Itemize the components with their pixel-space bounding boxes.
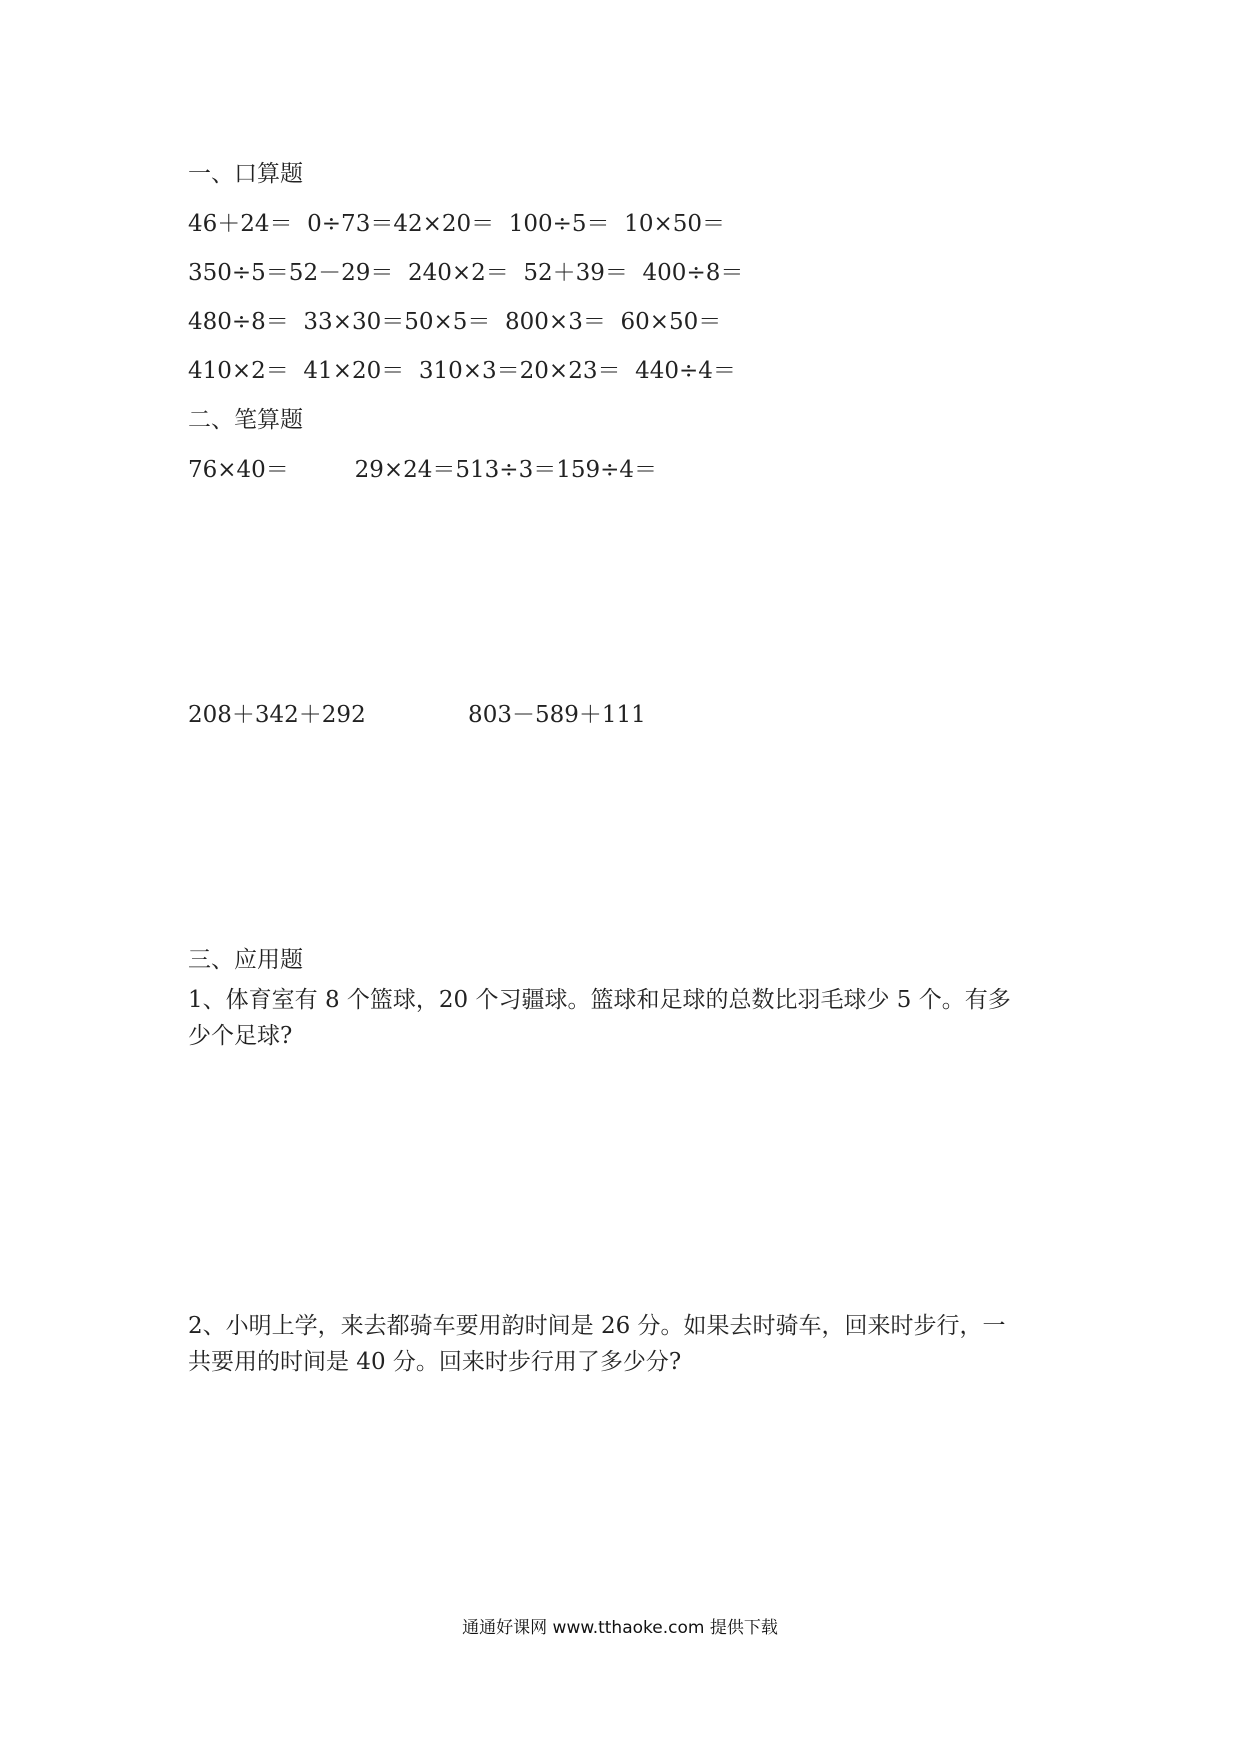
- question-2-line-1: 2、小明上学，来去都骑车要用韵时间是 26 分。如果去时骑车，回来时步行，一: [188, 1313, 1006, 1339]
- question-2-line-2: 共要用的时间是 40 分。回来时步行用了多少分?: [188, 1349, 682, 1375]
- question-1-line-1: 1、体育室有 8 个篮球，20 个习疆球。篮球和足球的总数比羽毛球少 5 个。有多: [188, 987, 1011, 1013]
- oral-row-4: 410×2＝ 41×20＝ 310×3＝20×23＝ 440÷4＝: [188, 358, 736, 384]
- oral-row-2: 350÷5＝52－29＝ 240×2＝ 52＋39＝ 400÷8＝: [188, 260, 744, 286]
- section3-heading: 三、应用题: [188, 947, 303, 973]
- written-row-1: 76×40＝ 29×24＝513÷3＝159÷4＝: [188, 457, 658, 483]
- section2-heading: 二、笔算题: [188, 407, 303, 433]
- written-row-2: 208＋342＋292 803－589＋111: [188, 702, 646, 728]
- oral-row-3: 480÷8＝ 33×30＝50×5＝ 800×3＝ 60×50＝: [188, 309, 722, 335]
- question-1-line-2: 少个足球?: [188, 1023, 293, 1049]
- footer-credit: 通通好课网 www.tthaoke.com 提供下载: [462, 1618, 778, 1638]
- oral-row-1: 46＋24＝ 0÷73＝42×20＝ 100÷5＝ 10×50＝: [188, 211, 725, 237]
- section1-heading: 一、口算题: [188, 161, 303, 187]
